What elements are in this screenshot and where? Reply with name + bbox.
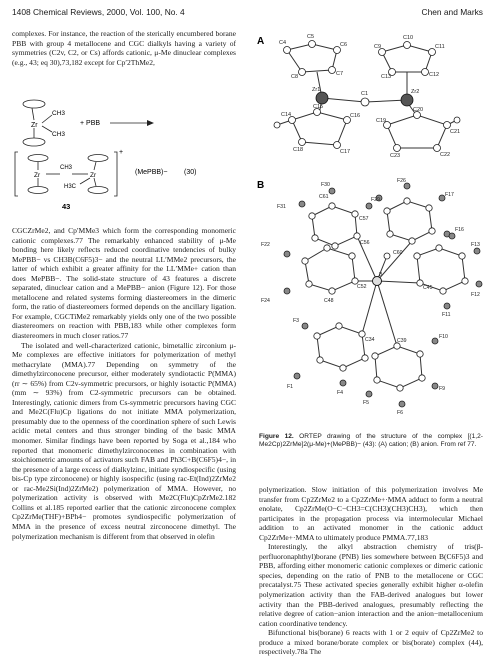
svg-text:C15: C15 <box>313 104 324 110</box>
svg-text:F10: F10 <box>439 334 448 340</box>
svg-text:F6: F6 <box>397 410 404 416</box>
svg-text:F4: F4 <box>337 390 344 396</box>
compound-number: 43 <box>62 202 71 211</box>
product-dinuclear-cation <box>15 149 123 196</box>
svg-text:F9: F9 <box>439 386 446 392</box>
anion-atom-labels <box>261 178 480 416</box>
svg-text:C16: C16 <box>350 113 361 119</box>
caption-text: ORTEP drawing of the structure of the complex [(1,2-Me2Cp)2ZrMe]2(μ-Me)+(MePBB)− (43): (A) cation; (B) anion. From ref 77. <box>259 433 483 449</box>
charge-label: + <box>119 149 124 156</box>
paragraph: polymerization. Slow initiation of this polymerization involves Me transfer from Cp2ZrMe2 to a Cp2ZrMe+·MMA adduct to form a neutral enolate, Cp2ZrMe(O−C−CH3=C(CH3)(CH3)CH3), which then participates in the propagation process via intermolecular Michael addition to an activated monomer in the cationic adduct Cp2ZrMe+·MMA to ultimately produce PMMA.77,183 <box>259 485 483 542</box>
svg-text:Zr1: Zr1 <box>312 87 321 93</box>
reaction-scheme-30 <box>12 82 242 212</box>
svg-text:C48: C48 <box>324 298 334 304</box>
svg-text:B: B <box>379 272 383 278</box>
svg-text:F3: F3 <box>293 318 300 324</box>
svg-text:C7: C7 <box>336 71 344 77</box>
svg-text:F11: F11 <box>442 312 451 318</box>
svg-text:C10: C10 <box>403 35 414 41</box>
right-column <box>259 485 483 657</box>
anion-label: (MePBB)− <box>135 169 168 176</box>
svg-text:F24: F24 <box>261 298 270 304</box>
paragraph: Interestingly, the alkyl abstraction chemistry of tris(β-perfluoronaphthyl)borane (PNB) lies somewhere between B(C6F5)3 and PBB, affording either monomeric cationic complexes or dimeric cationic species, depending on the ratio of PNB to the metallocene or CGC precatalyst.75 These activated species generally exhibit higher α-olefin polymerization activity than the FAB-derived analogues but lower activity than the PBB-derived analogues, presumably reflecting the relative degree of cation−anion interaction and the anion−metallocenium cation coordinative tendency. <box>259 542 483 628</box>
svg-text:F31: F31 <box>277 204 286 210</box>
metal-label-2: Zr <box>90 172 97 179</box>
svg-text:C52: C52 <box>357 284 367 290</box>
methyl-carbon-atom <box>384 253 390 259</box>
svg-text:F13: F13 <box>471 242 480 248</box>
svg-text:C20: C20 <box>413 107 424 113</box>
methyl-top-label: CH3 <box>52 110 66 117</box>
svg-text:C1: C1 <box>361 91 369 97</box>
svg-text:F5: F5 <box>363 400 370 406</box>
svg-text:C9: C9 <box>374 44 382 50</box>
metal2-methyl-label: H3C <box>64 184 77 190</box>
svg-text:F26: F26 <box>397 178 406 184</box>
svg-text:C22: C22 <box>440 152 451 158</box>
svg-text:C21: C21 <box>450 129 461 135</box>
figure-12-panel-a <box>257 30 485 170</box>
metal-label-1: Zr <box>34 172 41 179</box>
reagent-label: + PBB <box>80 120 101 127</box>
svg-text:F30: F30 <box>321 182 330 188</box>
reactant-metallocene <box>23 100 65 146</box>
paragraph: The isolated and well-characterized cationic, bimetallic zirconium μ-Me complexes are effective initiators for polymerization of methyl methacrylate (MMA).77 Depending on symmetry of the dimethylzirconocene precursor, either moderately syndiotactic P(MMA) (rr ∼ 65%) from C2v-symmetric precursors, or highly isotactic P(MMA) (mm ∼ 93%) from C2-symmetric precursors can be obtained. Interestingly, cationic dimers from Cs-symmetric precursors having CGC and Me2C(Flu)Cp ligations do not initiate MMA polymerization, presumably due to the openness of the coordination sphere of such Lewis acidic metal centers and thus stronger binding of the basic MMA monomer. Similar findings have been reported by Soga et al.,184 who reported that monomeric dimethylzirconocenes in combination with stoichiometric amounts of activators such FAB and Ph3C+B(C6F5)4−, in the presence of a large excess of dialkylzinc, initiate syndiospecific (using bis-Cp type zirconocene) or highly isospecific (using rac-Et(Ind)2ZrMe2 or rac-Me2Si(Ind)2ZrMe2) polymerization of MMA. However, no polymerization activity is observed with Me2C(Flu)CpZrMe2.182 Collins et al.185 reported earlier that the cationic zirconocene complex Cp2ZrMe(THF)+BPh4− promotes syndiospecific polymerization of MMA in the presence of excess neutral zirconocene dimethyl. The polymerization mechanism is different from that observed in olefin <box>12 340 236 541</box>
metal-label: Zr <box>31 122 38 129</box>
svg-text:F12: F12 <box>471 292 480 298</box>
svg-text:C11: C11 <box>435 44 445 50</box>
page-header <box>12 7 483 21</box>
figure-caption <box>259 433 483 449</box>
svg-text:F29: F29 <box>371 197 380 203</box>
svg-text:C6: C6 <box>340 42 348 48</box>
equation-number: (30) <box>184 169 197 176</box>
running-head-left: 1408 Chemical Reviews, 2000, Vol. 100, No. 4 <box>12 7 185 17</box>
svg-text:C57: C57 <box>359 216 369 222</box>
running-head-right: Chen and Marks <box>421 7 483 17</box>
figure-label: Figure 12. <box>259 433 294 440</box>
paragraph: CGCZrMe2, and Cp′MMe3 which form the corresponding monomeric cationic complexes.77 The remarkably enhanced stability of μ-Me bonding here likely reflects reduced coordinative tendencies of bulky MePBB− vs CH3B(C6F5)3− and the neutral LL′MMe2 precursors, the latter of which exhibit a greater affinity for the LL′MMe+ cation than does MePBB−. The solid-state structure of 43 features a discrete separated, dinuclear cation and a MePBB− anion (Figure 12). For those metallocene and related systems forming diastereomers in the dimeric form, the ratio of diastereomers formed depends on the ancillary ligation. For example, CGCTiMe2 remarkably yields only one of the two possible diastereomers on reaction with PBB,183 while other complexes form diastereomers in much closer ratios.77 <box>12 226 236 341</box>
svg-text:C23: C23 <box>390 153 401 159</box>
panel-label-a: A <box>257 36 265 47</box>
figure-12-panel-b <box>257 176 485 428</box>
svg-text:Zr2: Zr2 <box>411 89 420 95</box>
svg-text:F16: F16 <box>455 227 464 233</box>
svg-text:F1: F1 <box>287 384 294 390</box>
svg-text:C8: C8 <box>291 74 299 80</box>
svg-text:C18: C18 <box>293 147 304 153</box>
anion-bonds <box>305 201 465 388</box>
svg-text:C13: C13 <box>381 74 392 80</box>
svg-text:C45: C45 <box>423 285 433 291</box>
svg-text:C4: C4 <box>279 40 287 46</box>
bridge-methyl-label: CH3 <box>60 165 73 171</box>
left-column-top <box>12 29 236 67</box>
svg-text:C12: C12 <box>429 72 440 78</box>
svg-text:C56: C56 <box>360 240 370 246</box>
svg-text:C60: C60 <box>393 250 403 256</box>
left-column-bottom <box>12 226 236 541</box>
svg-text:C34: C34 <box>365 337 375 343</box>
svg-text:C14: C14 <box>281 112 292 118</box>
paragraph: Bifunctional bis(borane) 6 reacts with 1 or 2 equiv of Cp2ZrMe2 to produce a mixed borane/borate complex or bis(borate) complex (44), respectively.78a The <box>259 628 483 657</box>
panel-label-b: B <box>257 180 265 191</box>
methyl-bottom-label: CH3 <box>52 131 66 138</box>
svg-text:F22: F22 <box>261 242 270 248</box>
svg-text:C17: C17 <box>340 149 351 155</box>
paragraph: complexes. For instance, the reaction of the sterically encumbered borane PBB with group 4 metallocene and CGC dialkyls having a variety of symmetries (C2v, C2, or Cs) affords cationic, μ-Me dinuclear complexes (e.g., 43; eq 30),73,182 except for Cp′2ThMe2, <box>12 29 236 67</box>
svg-text:C5: C5 <box>307 34 315 40</box>
svg-text:C61: C61 <box>319 194 329 200</box>
reaction-arrow-head <box>147 120 154 126</box>
svg-text:F17: F17 <box>445 192 454 198</box>
svg-text:C39: C39 <box>397 338 407 344</box>
svg-text:C19: C19 <box>376 118 387 124</box>
